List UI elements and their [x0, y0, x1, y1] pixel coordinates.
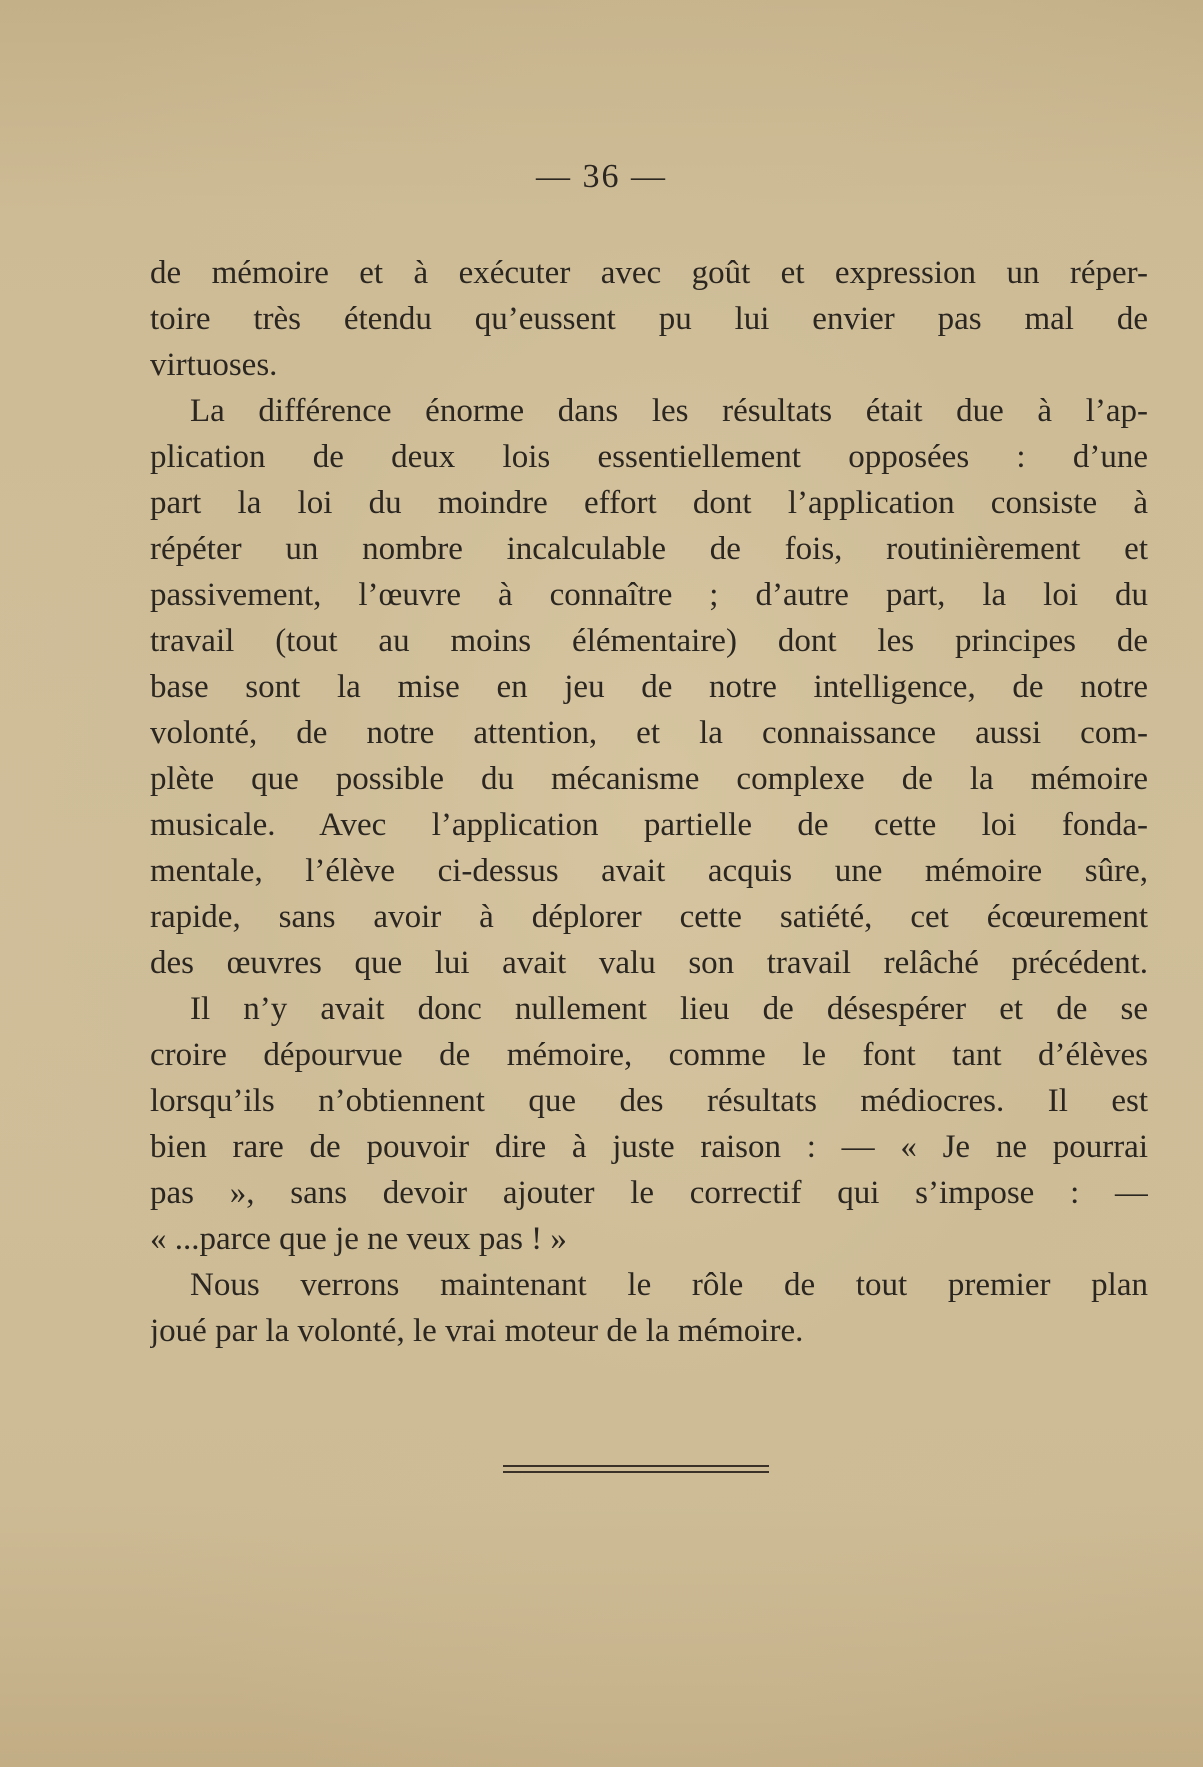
text-line: répéter un nombre incalculable de fois, routinièrement et [150, 531, 1148, 567]
text-line: volonté, de notre attention, et la connaissance aussi com- [150, 715, 1148, 751]
text-line: musicale. Avec l’application partielle de cette loi fonda- [150, 807, 1148, 843]
text-line: croire dépourvue de mémoire, comme le font tant d’élèves [150, 1037, 1148, 1073]
text-line: virtuoses. [150, 347, 278, 383]
text-line: base sont la mise en jeu de notre intelligence, de notre [150, 669, 1148, 705]
text-line: part la loi du moindre effort dont l’application consiste à [150, 485, 1148, 521]
text-line: plication de deux lois essentiellement opposées : d’une [150, 439, 1148, 475]
rule-line [503, 1465, 769, 1467]
text-line: rapide, sans avoir à déplorer cette satiété, cet écœurement [150, 899, 1148, 935]
body-text [150, 250, 1148, 1354]
text-line: pas », sans devoir ajouter le correctif qui s’impose : — [150, 1175, 1148, 1211]
text-line: La différence énorme dans les résultats était due à l’ap- [190, 393, 1148, 429]
rule-line [503, 1471, 769, 1473]
paragraph [150, 1262, 1148, 1354]
end-ornament-rule [503, 1465, 769, 1477]
text-line: Nous verrons maintenant le rôle de tout premier plan [190, 1267, 1148, 1303]
text-line: plète que possible du mécanisme complexe de la mémoire [150, 761, 1148, 797]
text-line: mentale, l’élève ci-dessus avait acquis une mémoire sûre, [150, 853, 1148, 889]
paragraph [150, 986, 1148, 1262]
text-line: travail (tout au moins élémentaire) dont les principes de [150, 623, 1148, 659]
text-line: lorsqu’ils n’obtiennent que des résultats médiocres. Il est [150, 1083, 1148, 1119]
text-line: joué par la volonté, le vrai moteur de la mémoire. [150, 1313, 804, 1349]
text-line: toire très étendu qu’eussent pu lui envier pas mal de [150, 301, 1148, 337]
text-line: « ...parce que je ne veux pas ! » [150, 1221, 567, 1257]
text-line: passivement, l’œuvre à connaître ; d’autre part, la loi du [150, 577, 1148, 613]
text-line: bien rare de pouvoir dire à juste raison : — « Je ne pourrai [150, 1129, 1148, 1165]
page-number: — 36 — [536, 158, 667, 195]
paragraph [150, 388, 1148, 986]
text-line: de mémoire et à exécuter avec goût et expression un réper- [150, 255, 1148, 291]
paragraph [150, 250, 1148, 388]
text-line: Il n’y avait donc nullement lieu de désespérer et de se [190, 991, 1148, 1027]
text-line: des œuvres que lui avait valu son travail relâché précédent. [150, 945, 1148, 981]
